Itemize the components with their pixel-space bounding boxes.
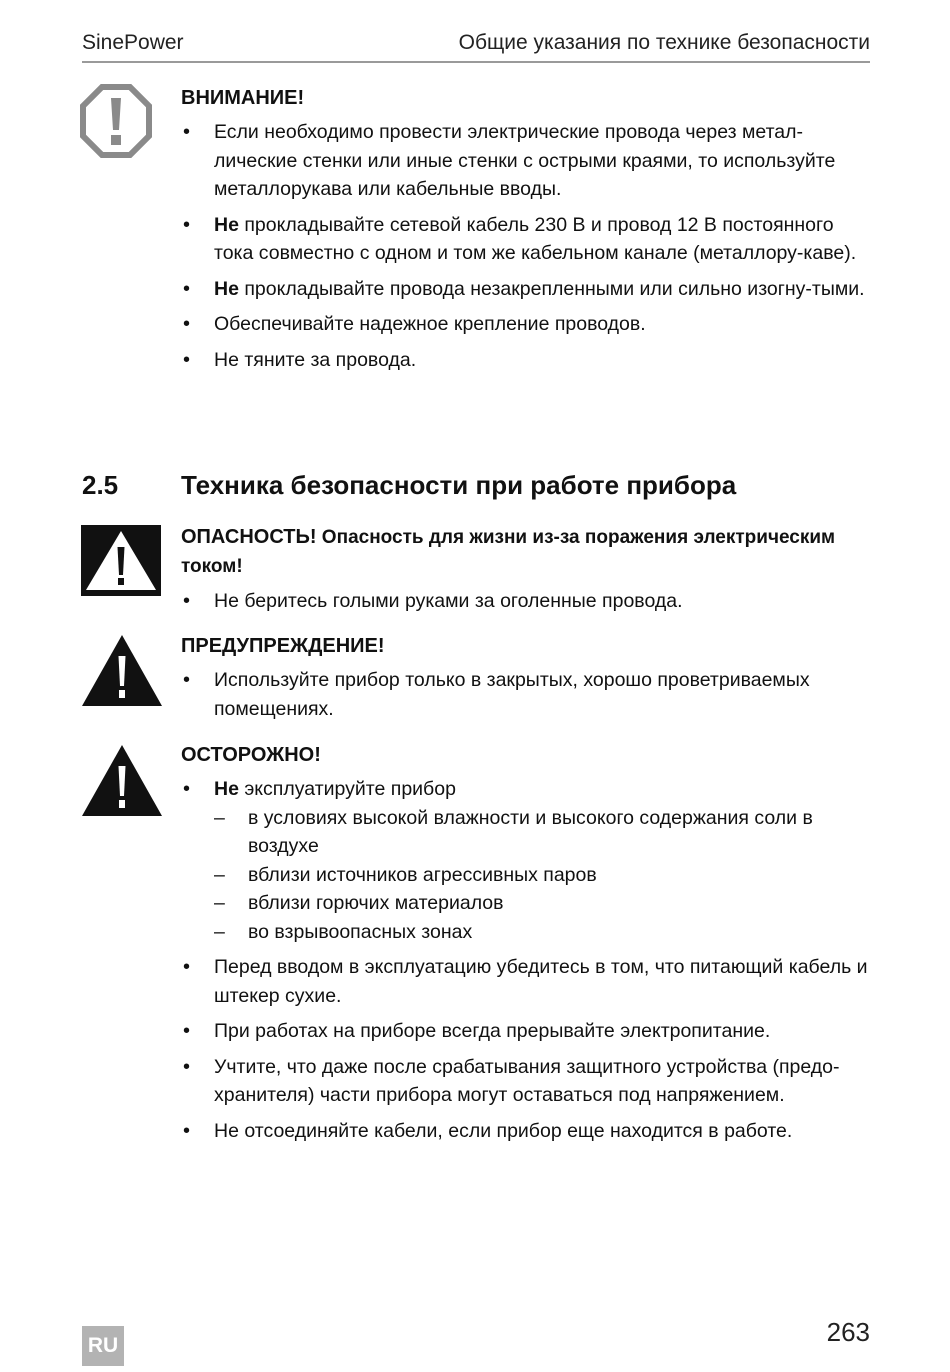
danger-heading: ОПАСНОСТЬ! Опасность для жизни из-за поражения электрическим током!	[181, 526, 836, 577]
danger-list	[181, 587, 873, 616]
section-number: 2.5	[82, 470, 119, 500]
header-brand: SinePower	[82, 31, 184, 54]
attention-block	[181, 84, 873, 374]
list-item: • Не отсоединяйте кабели, если прибор еще находится в работе.	[181, 1117, 873, 1146]
caution-heading: ОСТОРОЖНО!	[181, 744, 321, 766]
list-item: • Не беритесь голыми руками за оголенные провода.	[181, 587, 873, 616]
warning-heading: ПРЕДУПРЕЖДЕНИЕ!	[181, 635, 385, 657]
attention-octagon-icon	[80, 84, 152, 158]
section-title: Техника безопасности при работе прибора	[181, 470, 737, 500]
page-header	[82, 29, 870, 63]
list-item: • Обеспечивайте надежное крепление проводов.	[181, 310, 873, 339]
list-item: • Не тяните за провода.	[181, 346, 873, 375]
list-item: • Учтите, что даже после срабатывания защитного устройства (предо-хранителя) части прибора могут оставаться под напряжением.	[181, 1053, 873, 1110]
list-item: • Используйте прибор только в закрытых, хорошо проветриваемых помещениях.	[181, 666, 873, 723]
caution-sublist	[214, 804, 873, 947]
sublist-item: – вблизи источников агрессивных паров	[214, 861, 873, 890]
sublist-item: – во взрывоопасных зонах	[214, 918, 873, 947]
sublist-item: – в условиях высокой влажности и высокого содержания соли в воздухе	[214, 804, 873, 861]
header-chapter-title: Общие указания по технике безопасности	[458, 31, 870, 54]
danger-warning-sign-icon	[81, 525, 161, 596]
list-item: • Не эксплуатируйте прибор – в условиях высокой влажности и высокого содержания соли в воздухе – вблизи источников агрессивных паров – вблизи горючих материалов – во взрывоопасных зонах	[181, 775, 873, 946]
sublist-item: – вблизи горючих материалов	[214, 889, 873, 918]
list-item: • Если необходимо провести электрические провода через метал-лические стенки или иные стенки с острыми краями, то используйте металлорукава или кабельные вводы.	[181, 118, 873, 204]
list-item: • Не прокладывайте провода незакрепленными или сильно изогну-тыми.	[181, 275, 873, 304]
attention-heading: ВНИМАНИЕ!	[181, 87, 305, 109]
attention-list	[181, 118, 873, 374]
list-item: • Перед вводом в эксплуатацию убедитесь в том, что питающий кабель и штекер сухие.	[181, 953, 873, 1010]
language-badge: RU	[82, 1326, 124, 1366]
danger-block	[181, 523, 873, 616]
list-item: • При работах на приборе всегда прерывайте электропитание.	[181, 1017, 873, 1046]
warning-block	[181, 632, 873, 723]
page-number: 263	[826, 1317, 870, 1347]
warning-list	[181, 666, 873, 723]
caution-block	[181, 741, 873, 1145]
list-item: • Не прокладывайте сетевой кабель 230 В и провод 12 В постоянного тока совместно с одном и том же кабельном канале (металлору-каве).	[181, 211, 873, 268]
caution-triangle-icon	[81, 744, 163, 817]
warning-triangle-icon	[81, 634, 163, 707]
caution-list	[181, 775, 873, 1145]
